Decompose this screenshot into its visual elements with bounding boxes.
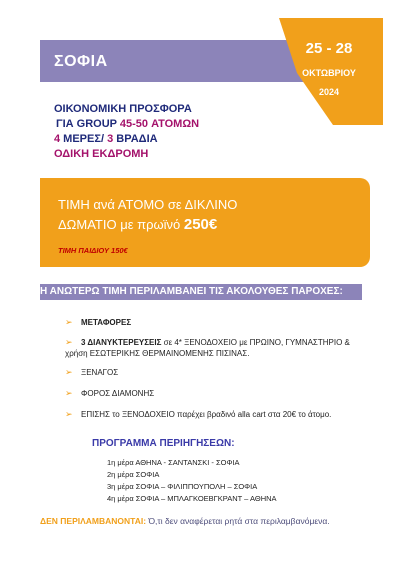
price-line-2 (58, 215, 237, 235)
offer-line-2 (56, 118, 199, 130)
offer-line-4: ΟΔΙΚΗ ΕΚΔΡΟΜΗ (54, 148, 149, 160)
not-included (40, 516, 330, 526)
included-tax-label: ΦΟΡΟΣ ΔΙΑΜΟΝΗΣ (81, 389, 155, 398)
city-title: ΣΟΦΙΑ (54, 53, 108, 70)
check-arrow-icon: ➢ (65, 337, 73, 347)
offer-nights-label: ΒΡΑΔΙΑ (113, 133, 158, 145)
child-price: ΤΙΜΗ ΠΑΙΔΙΟΥ 150€ (58, 246, 128, 255)
not-included-text: Ό,τι δεν αναφέρεται ρητά στα περιλαμβανόμενα. (148, 516, 330, 526)
program-day-3: 3η μέρα ΣΟΦΙΑ – ΦΙΛΙΠΠΟΥΠΟΛΗ – ΣΟΦΙΑ (107, 482, 258, 491)
date-range: 25 - 28 (305, 40, 353, 57)
check-arrow-icon: ➢ (65, 388, 73, 398)
offer-line-1: ΟΙΚΟΝΟΜΙΚΗ ΠΡΟΣΦΟΡΑ (54, 103, 192, 115)
program-day-4: 4η μέρα ΣΟΦΙΑ – ΜΠΛΑΓΚΟΕΒΓΚΡΑΝΤ – ΑΘΗΝΑ (107, 494, 277, 503)
check-arrow-icon: ➢ (65, 317, 73, 327)
price-line-1: ΤΙΜΗ ανά ΑΤΟΜΟ σε ΔΙΚΛΙΝΟ (58, 197, 238, 212)
offer-nights-count: 3 (107, 133, 114, 145)
check-arrow-icon: ➢ (65, 409, 73, 419)
included-nights-bold: 3 ΔΙΑΝΥΚΤΕΡΕΥΣΕΙΣ (81, 338, 162, 347)
offer-group-size: 45-50 ΑΤΟΜΩΝ (119, 118, 200, 130)
offer-days-label: ΜΕΡΕΣ/ (60, 133, 108, 145)
included-guide-label: ΞΕΝΑΓΟΣ (81, 368, 119, 377)
included-item-tax (65, 387, 154, 400)
program-day-1: 1η μέρα ΑΘΗΝΑ - ΣΑΝΤΑΝΣΚΙ - ΣΟΦΙΑ (107, 458, 240, 467)
not-included-label: ΔΕΝ ΠΕΡΙΛΑΜΒΑΝΟΝΤΑΙ: (40, 516, 147, 526)
program-title: ΠΡΟΓΡΑΜΜΑ ΠΕΡΙΗΓΗΣΕΩΝ: (92, 438, 235, 449)
offer-group-label: ΓΙΑ GROUP (56, 118, 120, 130)
included-item-guide (65, 366, 118, 379)
included-heading: Η ΑΝΩΤΕΡΩ ΤΙΜΗ ΠΕΡΙΛΑΜΒΑΝΕΙ ΤΙΣ ΑΚΟΛΟΥΘΕΣ ΠΑΡΟΧΕΣ: (40, 284, 362, 300)
included-dinner-label: ΕΠΙΣΗΣ το ΞΕΝΟΔΟΧΕΙΟ παρέχει βραδινό alla cart στα 20€ το άτομο. (81, 410, 332, 419)
included-item-transport (65, 316, 131, 329)
offer-days-count: 4 (54, 133, 61, 145)
offer-line-3 (54, 133, 158, 145)
included-hotel-line-2: χρήση ΕΣΩΤΕΡΙΚΗΣ ΘΕΡΜΑΙΝΟΜΕΝΗΣ ΠΙΣΙΝΑΣ. (65, 349, 250, 358)
included-transport-label: ΜΕΤΑΦΟΡΕΣ (81, 318, 132, 327)
date-year: 2024 (318, 87, 340, 97)
date-month: ΟΚΤΩΒΡΙΟΥ (302, 68, 356, 78)
price-line-2-label: ΔΩΜΑΤΙΟ με πρωϊνό (58, 217, 184, 232)
price-text (58, 195, 237, 235)
included-nights-rest: σε 4* ΞΕΝΟΔΟΧΕΙΟ με ΠΡΩΙΝΟ, ΓΥΜΝΑΣΤΗΡΙΟ & (161, 338, 350, 347)
price-amount: 250€ (183, 216, 218, 233)
included-item-dinner (65, 408, 331, 421)
program-day-2: 2η μέρα ΣΟΦΙΑ (107, 470, 160, 479)
check-arrow-icon: ➢ (65, 367, 73, 377)
